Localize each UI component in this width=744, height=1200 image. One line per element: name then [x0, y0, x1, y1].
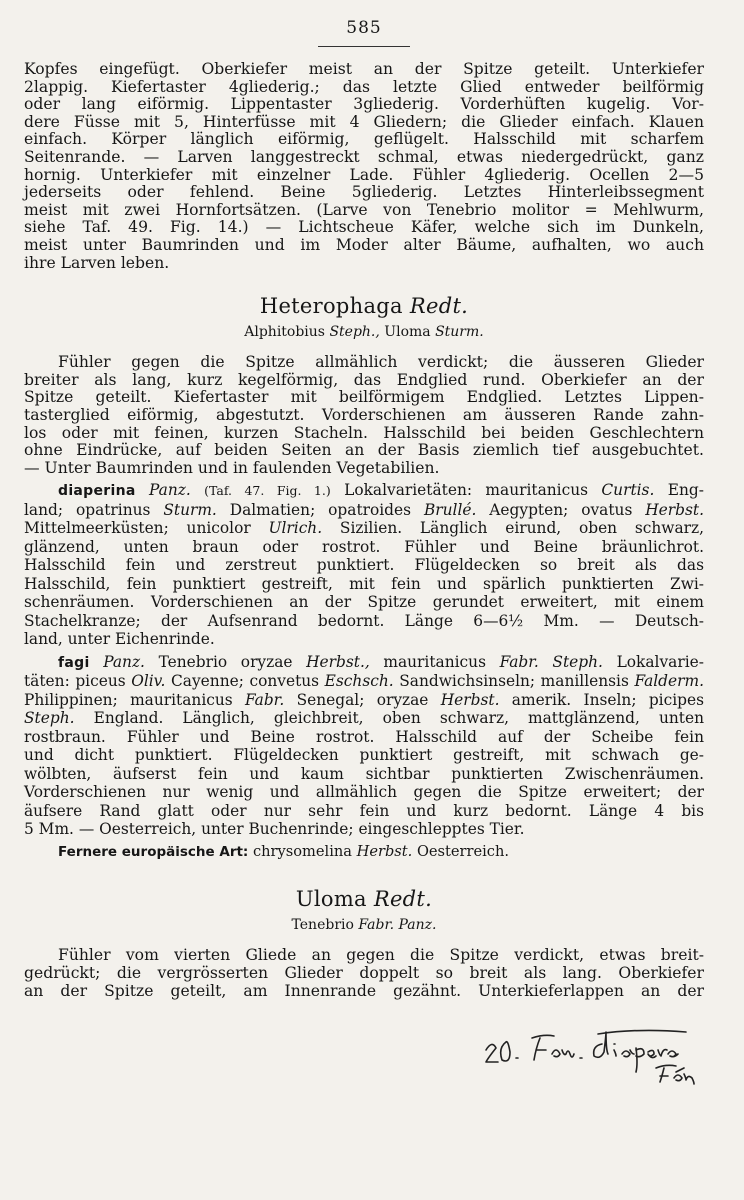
text-line: täten: piceus Oliv. Cayenne; convetus Eschsch. Sandwichsinseln; manillensis Falderm. — [24, 672, 704, 691]
genus-synonyms: Tenebrio Fabr. Panz. — [291, 917, 437, 934]
text-line: tasterglied eiförmig, abgestutzt. Vorderschienen am äusseren Rande zahn- — [24, 405, 704, 424]
text-line: glänzend, unten braun oder rostrot. Fühler und Beine bräunlichrot. — [24, 537, 704, 556]
genus-description — [24, 947, 704, 1000]
text-line: Mittelmeerküsten; unicolor Ulrich. Sizilien. Länglich eirund, oben schwarz, — [24, 519, 704, 538]
species-entry-fagi — [24, 653, 704, 839]
genus-description — [24, 354, 704, 477]
species-first-line: fagi Panz. Tenebrio oryzae Herbst., mauritanicus Fabr. Steph. Lokalvarie- — [58, 652, 704, 671]
text-line: 5 Mm. — Oesterreich, unter Buchenrinde; eingeschlepptes Tier. — [24, 820, 525, 839]
text-line: Spitze geteilt. Kiefertaster mit beilförmigem Endglied. Letztes Lippen- — [24, 388, 704, 407]
text-line: land, unter Eichenrinde. — [24, 630, 215, 649]
text-line: land; opatrinus Sturm. Dalmatien; opatroides Brullé. Aegypten; ovatus Herbst. — [24, 500, 704, 519]
text-line: Vorderschienen nur wenig und allmählich gegen die Spitze erweitert; der — [24, 783, 704, 802]
text-line: äufsere Rand glatt oder nur sehr fein und kurz bedornt. Länge 4 bis — [24, 801, 704, 820]
handwritten-annotation — [480, 1028, 700, 1088]
text-line: hornig. Unterkiefer mit einzelner Lade. Fühler 4gliederig. Ocellen 2—5 — [24, 165, 704, 184]
text-line: oder lang eiförmig. Lippentaster 3gliederig. Vorderhüften kugelig. Vor- — [24, 95, 704, 114]
text-line: rostbraun. Fühler und Beine rostrot. Halsschild auf der Scheibe fein — [24, 727, 704, 746]
text-line: jederseits oder fehlend. Beine 5gliederig. Letztes Hinterleibssegment — [24, 183, 704, 202]
genus-heading-uloma: Uloma Redt. — [295, 887, 433, 912]
text-line: — Unter Baumrinden und in faulenden Vegetabilien. — [24, 458, 440, 477]
page-number-rule — [318, 46, 410, 47]
text-line: und dicht punktiert. Flügeldecken punktiert gestreift, mit schwach ge- — [24, 746, 704, 765]
text-line: siehe Taf. 49. Fig. 14.) — Lichtscheue Käfer, welche sich im Dunkeln, — [24, 218, 704, 237]
genus-synonyms: Alphitobius Steph., Uloma Sturm. — [244, 324, 484, 341]
text-line: Halsschild fein und zerstreut punktiert. Flügeldecken so breit als das — [24, 556, 704, 575]
text-line: ohne Eindrücke, auf beiden Seiten an der Basis ziemlich tief ausgebuchtet. — [24, 441, 704, 460]
species-first-line: diaperina Panz. (Taf. 47. Fig. 1.) Lokalvarietäten: mauritanicus Curtis. Eng- — [58, 481, 704, 500]
species-name: diaperina — [58, 483, 136, 500]
text-line: an der Spitze geteilt, am Innenrande gezähnt. Unterkieferlappen an der — [24, 981, 704, 1000]
further-species-label: Fernere europäische Art: — [58, 843, 249, 860]
text-line: Fühler gegen die Spitze allmählich verdickt; die äusseren Glieder — [58, 353, 704, 372]
text-line: 2lappig. Kiefertaster 4gliederig.; das letzte Glied entweder beilförmig — [24, 77, 704, 96]
genus-heading-heterophaga: Heterophaga Redt. — [259, 294, 469, 319]
text-line: einfach. Körper länglich eiförmig, geflügelt. Halsschild mit scharfem — [24, 130, 704, 149]
text-line: Stachelkranze; der Aufsenrand bedornt. Länge 6—6½ Mm. — Deutsch- — [24, 611, 704, 630]
text-line: meist mit zwei Hornfortsätzen. (Larve von Tenebrio molitor = Mehlwurm, — [24, 200, 704, 219]
text-line: Steph. England. Länglich, gleichbreit, oben schwarz, mattglänzend, unten — [24, 709, 704, 728]
text-line: breiter als lang, kurz kegelförmig, das Endglied rund. Oberkiefer an der — [24, 370, 704, 389]
text-line: schenräumen. Vorderschienen an der Spitze gerundet erweitert, mit einem — [24, 593, 704, 612]
family-description — [24, 61, 704, 272]
further-species-note: Fernere europäische Art: chrysomelina Herbst. Oesterreich. — [58, 842, 509, 860]
text-line: gedrückt; die vergrösserten Glieder doppelt so breit als lang. Oberkiefer — [24, 963, 704, 982]
text-line: meist unter Baumrinden und im Moder alter Bäume, aufhalten, wo auch — [24, 235, 704, 254]
species-name: fagi — [58, 654, 90, 671]
page-number: 585 — [346, 18, 382, 38]
text-line: Philippinen; mauritanicus Fabr. Senegal; oryzae Herbst. amerik. Inseln; picipes — [24, 690, 704, 709]
text-line: ihre Larven leben. — [24, 253, 170, 272]
text-line: wölbten, äufserst fein und kaum sichtbar punktierten Zwischenräumen. — [24, 764, 704, 783]
text-line: Seitenrande. — Larven langgestreckt schmal, etwas niedergedrückt, ganz — [24, 147, 704, 166]
text-line: los oder mit feinen, kurzen Stacheln. Halsschild bei beiden Geschlechtern — [24, 423, 704, 442]
text-line: Kopfes eingefügt. Oberkiefer meist an der Spitze geteilt. Unterkiefer — [24, 60, 704, 78]
species-entry-diaperina — [24, 481, 704, 649]
text-line: Fühler vom vierten Gliede an gegen die Spitze verdickt, etwas breit- — [58, 946, 704, 965]
text-line: dere Füsse mit 5, Hinterfüsse mit 4 Gliedern; die Glieder einfach. Klauen — [24, 112, 704, 131]
text-line: Halsschild, fein punktiert gestreift, mit fein und spärlich punktierten Zwi- — [24, 574, 704, 593]
